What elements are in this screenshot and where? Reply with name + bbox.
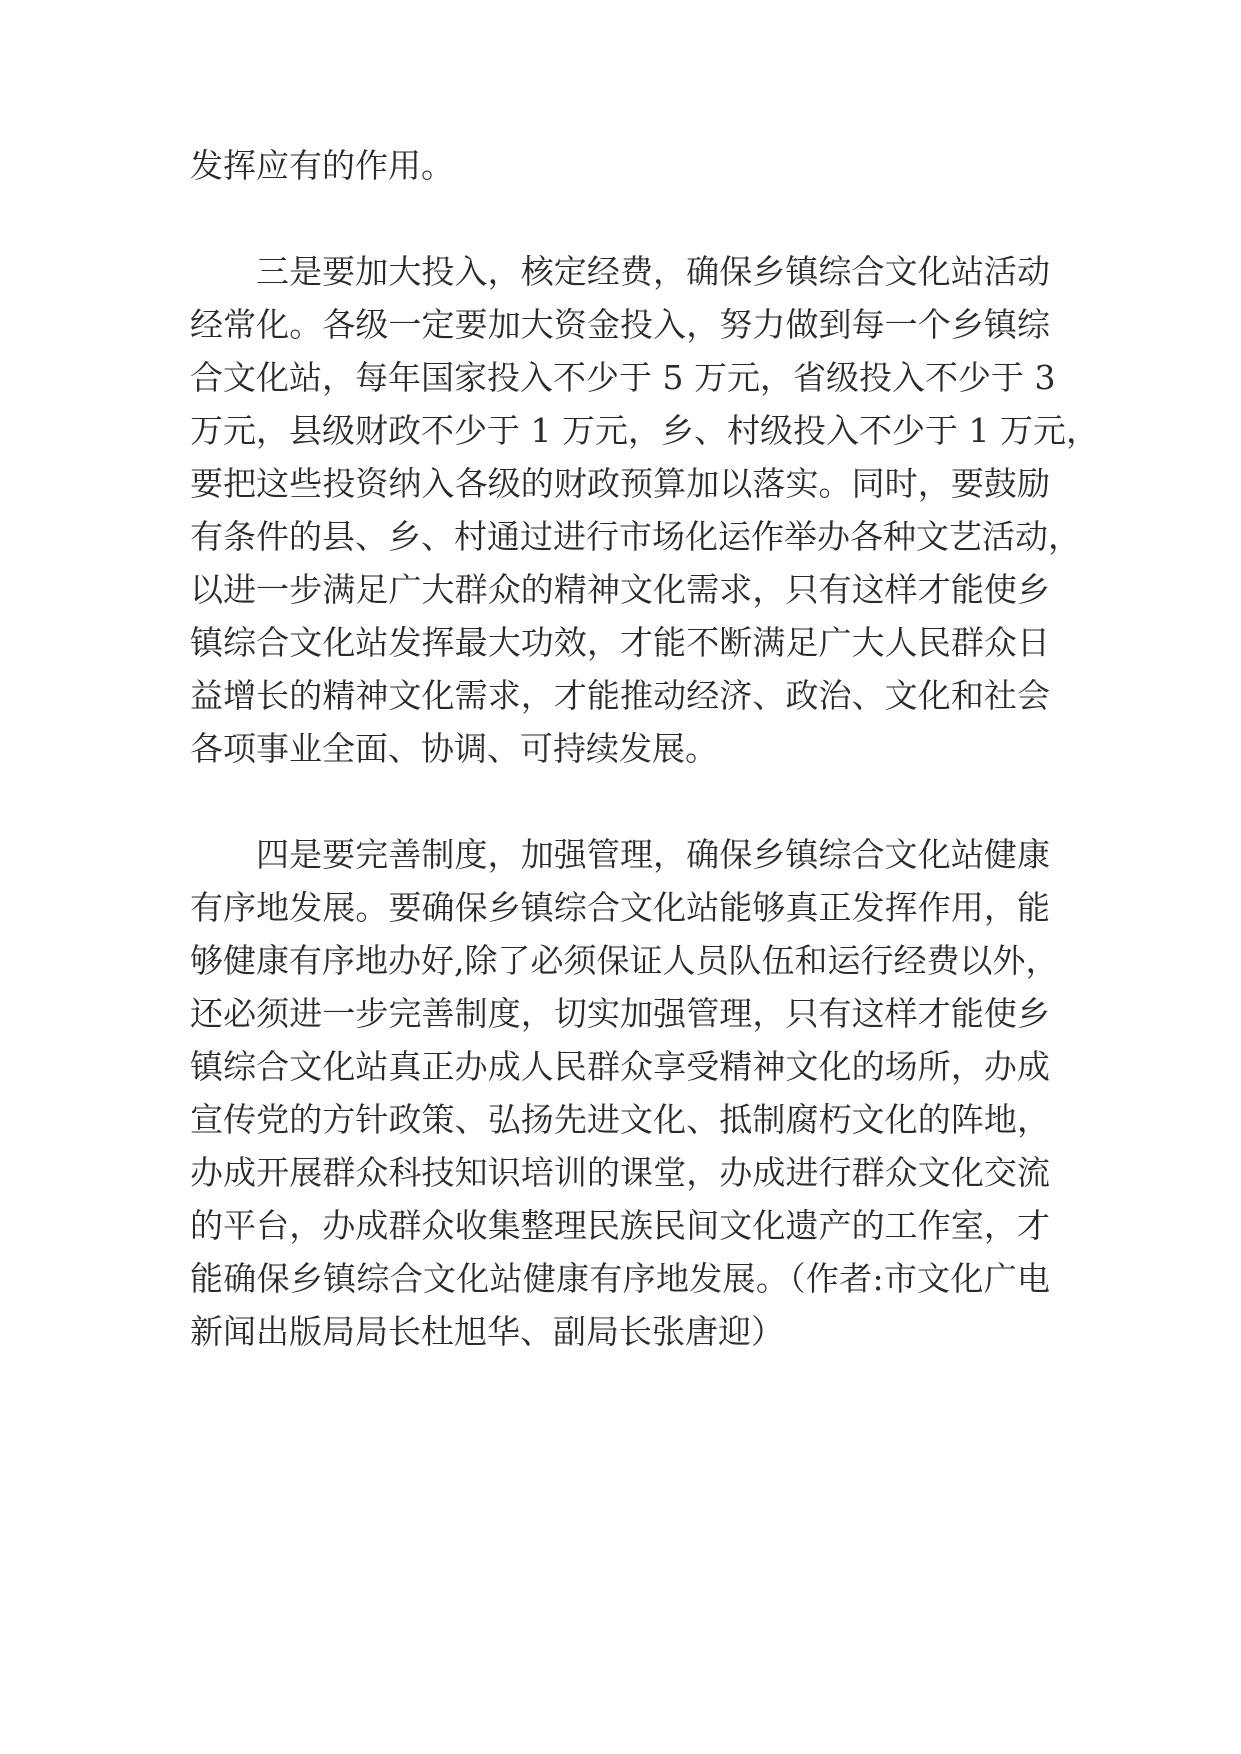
text-line: 办成开展群众科技知识培训的课堂，办成进行群众文化交流 (190, 1153, 1050, 1192)
text-line: 三是要加大投入，核定经费，确保乡镇综合文化站活动 (256, 252, 1050, 291)
text-line: 要把这些投资纳入各级的财政预算加以落实。同时，要鼓励 (190, 464, 1050, 503)
text-line: 四是要完善制度，加强管理，确保乡镇综合文化站健康 (256, 835, 1050, 874)
text-line: 还必须进一步完善制度，切实加强管理，只有这样才能使乡 (190, 994, 1050, 1033)
text-line: 够健康有序地办好,除了必须保证人员队伍和运行经费以外， (190, 941, 1059, 980)
text-line: 镇综合文化站真正办成人民群众享受精神文化的场所，办成 (190, 1047, 1050, 1086)
text-line: 发挥应有的作用。 (190, 146, 454, 185)
text-line: 各项事业全面、协调、可持续发展。 (190, 729, 718, 768)
text-line: 的平台，办成群众收集整理民族民间文化遗产的工作室，才 (190, 1206, 1050, 1245)
text-line: 益增长的精神文化需求，才能推动经济、政治、文化和社会 (190, 676, 1050, 715)
text-line: 有序地发展。要确保乡镇综合文化站能够真正发挥作用，能 (190, 888, 1050, 927)
text-line: 以进一步满足广大群众的精神文化需求，只有这样才能使乡 (190, 570, 1050, 609)
text-line: 能确保乡镇综合文化站健康有序地发展。（作者:市文化广电 (190, 1259, 1050, 1298)
text-line: 合文化站，每年国家投入不少于 5 万元，省级投入不少于 3 (190, 358, 1056, 397)
text-line: 宣传党的方针政策、弘扬先进文化、抵制腐朽文化的阵地， (190, 1100, 1050, 1139)
text-line: 新闻出版局局长杜旭华、副局长张唐迎） (190, 1312, 784, 1351)
text-line: 有条件的县、乡、村通过进行市场化运作举办各种文艺活动， (190, 517, 1081, 556)
text-line: 镇综合文化站发挥最大功效，才能不断满足广大人民群众日 (190, 623, 1050, 662)
text-line: 万元，县级财政不少于 1 万元，乡、村级投入不少于 1 万元， (190, 411, 1099, 450)
text-line: 经常化。各级一定要加大资金投入，努力做到每一个乡镇综 (190, 305, 1050, 344)
